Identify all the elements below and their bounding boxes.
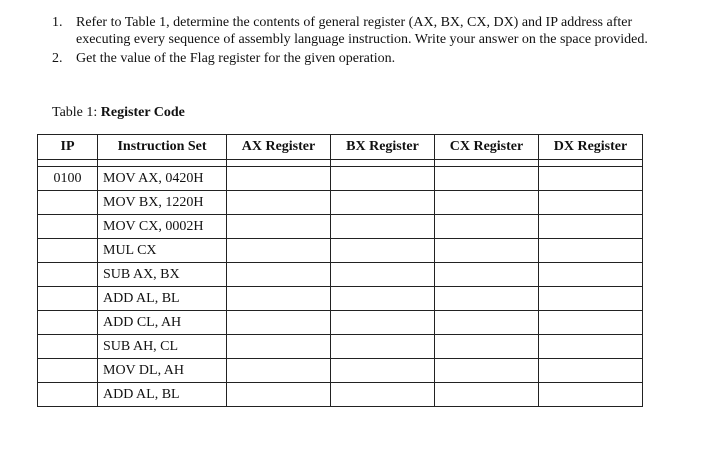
instruction-cell: ADD AL, BL xyxy=(98,287,227,311)
bx-register-answer-cell[interactable] xyxy=(331,215,435,239)
instruction-cell: SUB AX, BX xyxy=(98,263,227,287)
dx-register-answer-cell[interactable] xyxy=(539,239,643,263)
cx-register-answer-cell[interactable] xyxy=(435,335,539,359)
table-row xyxy=(38,263,643,287)
ip-cell xyxy=(38,239,98,263)
dx-register-answer-cell[interactable] xyxy=(539,191,643,215)
cx-register-answer-cell[interactable] xyxy=(435,287,539,311)
ax-register-answer-cell[interactable] xyxy=(227,335,331,359)
ax-register-answer-cell[interactable] xyxy=(227,215,331,239)
ax-register-answer-cell[interactable] xyxy=(227,311,331,335)
table-spacer-row xyxy=(38,160,643,167)
ip-cell xyxy=(38,335,98,359)
ax-register-answer-cell[interactable] xyxy=(227,359,331,383)
header-bx-register: BX Register xyxy=(331,135,435,160)
dx-register-answer-cell[interactable] xyxy=(539,335,643,359)
dx-register-answer-cell[interactable] xyxy=(539,215,643,239)
ax-register-answer-cell[interactable] xyxy=(227,263,331,287)
bx-register-answer-cell[interactable] xyxy=(331,311,435,335)
cx-register-answer-cell[interactable] xyxy=(435,359,539,383)
ip-cell xyxy=(38,191,98,215)
instruction-text: Get the value of the Flag register for the given operation. xyxy=(76,51,396,66)
header-instruction-set: Instruction Set xyxy=(98,135,227,160)
table-caption-prefix: Table 1: xyxy=(52,105,101,120)
cx-register-answer-cell[interactable] xyxy=(435,239,539,263)
ax-register-answer-cell[interactable] xyxy=(227,239,331,263)
instruction-item xyxy=(52,50,662,67)
instruction-cell: MUL CX xyxy=(98,239,227,263)
dx-register-answer-cell[interactable] xyxy=(539,263,643,287)
instruction-cell: MOV AX, 0420H xyxy=(98,167,227,191)
instruction-cell: ADD AL, BL xyxy=(98,383,227,407)
dx-register-answer-cell[interactable] xyxy=(539,167,643,191)
spacer-cell xyxy=(227,160,331,167)
ip-cell xyxy=(38,215,98,239)
header-dx-register: DX Register xyxy=(539,135,643,160)
instruction-number: 1. xyxy=(52,15,63,30)
table-row xyxy=(38,287,643,311)
spacer-cell xyxy=(539,160,643,167)
ip-cell xyxy=(38,383,98,407)
ax-register-answer-cell[interactable] xyxy=(227,167,331,191)
header-ax-register: AX Register xyxy=(227,135,331,160)
table-row xyxy=(38,359,643,383)
dx-register-answer-cell[interactable] xyxy=(539,359,643,383)
dx-register-answer-cell[interactable] xyxy=(539,383,643,407)
table-caption-title: Register Code xyxy=(100,105,185,120)
table-row xyxy=(38,215,643,239)
table-row xyxy=(38,191,643,215)
bx-register-answer-cell[interactable] xyxy=(331,335,435,359)
ip-cell xyxy=(38,263,98,287)
instruction-list xyxy=(52,14,662,67)
cx-register-answer-cell[interactable] xyxy=(435,167,539,191)
bx-register-answer-cell[interactable] xyxy=(331,359,435,383)
ip-cell xyxy=(38,311,98,335)
instruction-cell: SUB AH, CL xyxy=(98,335,227,359)
bx-register-answer-cell[interactable] xyxy=(331,287,435,311)
cx-register-answer-cell[interactable] xyxy=(435,311,539,335)
table-row xyxy=(38,167,643,191)
header-cx-register: CX Register xyxy=(435,135,539,160)
instruction-item xyxy=(52,14,662,48)
instruction-cell: MOV DL, AH xyxy=(98,359,227,383)
instruction-cell: ADD CL, AH xyxy=(98,311,227,335)
table-row xyxy=(38,239,643,263)
spacer-cell xyxy=(435,160,539,167)
instruction-cell: MOV BX, 1220H xyxy=(98,191,227,215)
bx-register-answer-cell[interactable] xyxy=(331,383,435,407)
cx-register-answer-cell[interactable] xyxy=(435,263,539,287)
ip-cell xyxy=(38,359,98,383)
table-caption xyxy=(52,104,185,122)
ip-cell xyxy=(38,287,98,311)
ax-register-answer-cell[interactable] xyxy=(227,287,331,311)
register-table xyxy=(37,134,643,407)
table-header-row xyxy=(38,135,643,160)
instruction-text: Refer to Table 1, determine the contents of general register (AX, BX, CX, DX) and IP address after executing every sequence of assembly language instruction. Write your answer on the space provided. xyxy=(76,15,648,47)
table-row xyxy=(38,383,643,407)
ax-register-answer-cell[interactable] xyxy=(227,383,331,407)
table-row xyxy=(38,335,643,359)
ip-cell: 0100 xyxy=(38,167,98,191)
bx-register-answer-cell[interactable] xyxy=(331,239,435,263)
cx-register-answer-cell[interactable] xyxy=(435,215,539,239)
cx-register-answer-cell[interactable] xyxy=(435,191,539,215)
instruction-number: 2. xyxy=(52,51,63,66)
cx-register-answer-cell[interactable] xyxy=(435,383,539,407)
bx-register-answer-cell[interactable] xyxy=(331,191,435,215)
spacer-cell xyxy=(331,160,435,167)
header-ip: IP xyxy=(38,135,98,160)
dx-register-answer-cell[interactable] xyxy=(539,311,643,335)
spacer-cell xyxy=(98,160,227,167)
bx-register-answer-cell[interactable] xyxy=(331,167,435,191)
dx-register-answer-cell[interactable] xyxy=(539,287,643,311)
bx-register-answer-cell[interactable] xyxy=(331,263,435,287)
spacer-cell xyxy=(38,160,98,167)
instruction-cell: MOV CX, 0002H xyxy=(98,215,227,239)
table-row xyxy=(38,311,643,335)
ax-register-answer-cell[interactable] xyxy=(227,191,331,215)
